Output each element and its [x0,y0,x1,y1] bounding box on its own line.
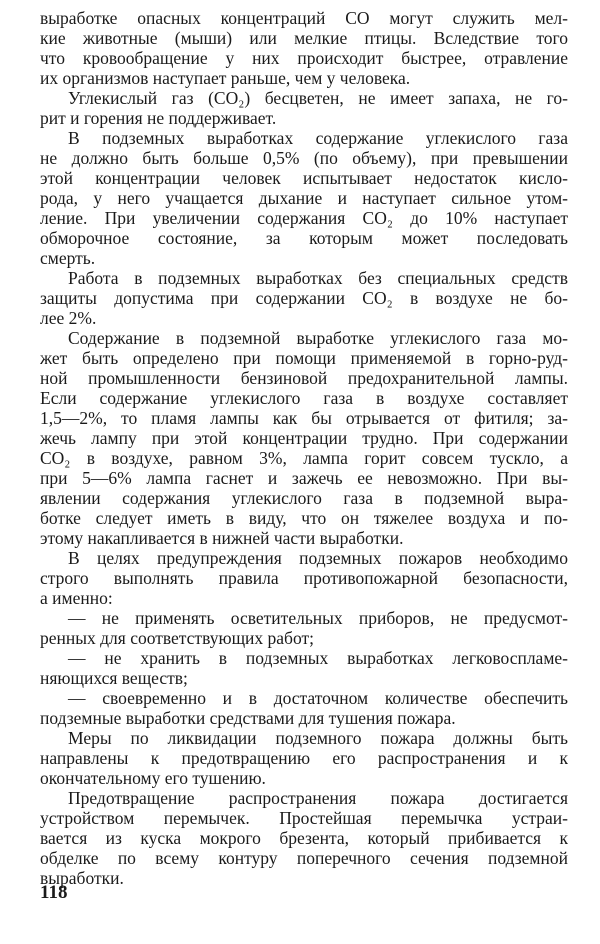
paragraph [40,608,568,648]
paragraph [40,788,568,888]
text-line: что кровообращение у них происходит быстрее, отравление [40,48,568,68]
paragraph [40,88,568,128]
text-line: лее 2%. [40,308,97,328]
text-line: выработки. [40,868,124,888]
text-line: ренных для соответствующих работ; [40,628,314,648]
text-line: подземные выработки средствами для тушения пожара. [40,708,456,728]
text-line: — своевременно и в достаточном количестве обеспечить [68,688,568,708]
text-line: CO₂ в воздухе, равном 3%, лампа горит совсем тускло, а [40,448,568,468]
paragraph [40,688,568,728]
text-line: выработке опасных концентраций СО могут служить мел- [40,8,568,28]
page-number: 118 [40,882,68,903]
paragraph [40,648,568,688]
text-line: строго выполнять правила противопожарной безопасности, [40,568,568,588]
text-line: рода, у него учащается дыхание и наступает сильное утом- [40,188,568,208]
text-line: няющихся веществ; [40,668,188,688]
paragraph [40,8,568,88]
text-line: жет быть определено при помощи применяемой в горно-руд- [40,348,568,368]
paragraph [40,728,568,788]
text-line: при 5—6% лампа гаснет и зажечь ее невозможно. При вы- [40,468,568,488]
text-line: устройством перемычек. Простейшая перемычка устраи- [40,808,568,828]
text-line: Углекислый газ (CO₂) бесцветен, не имеет запаха, не го- [68,88,568,108]
text-line: — не применять осветительных приборов, не предусмот- [68,608,568,628]
paragraph [40,548,568,608]
text-line: — не хранить в подземных выработках легковоспламе- [68,648,568,668]
text-line: кие животные (мыши) или мелкие птицы. Вследствие того [40,28,568,48]
text-line: защиты допустима при содержании CO₂ в воздухе не бо- [40,288,568,308]
text-line: окончательному его тушению. [40,768,266,788]
text-line: а именно: [40,588,113,608]
text-line: 1,5—2%, то пламя лампы как бы отрывается от фитиля; за- [40,408,568,428]
page-text [40,8,568,888]
paragraph [40,268,568,328]
text-line: Меры по ликвидации подземного пожара должны быть [68,728,568,748]
text-line: Работа в подземных выработках без специальных средств [68,268,568,288]
text-line: Предотвращение распространения пожара достигается [68,788,568,808]
text-line: этой концентрации человек испытывает недостаток кисло- [40,168,568,188]
text-line: ботке следует иметь в виду, что он тяжелее воздуха и по- [40,508,568,528]
text-line: вается из куска мокрого брезента, который прибивается к [40,828,568,848]
text-line: не должно быть больше 0,5% (по объему), при превышении [40,148,568,168]
text-line: Если содержание углекислого газа в воздухе составляет [40,388,568,408]
text-line: В подземных выработках содержание углекислого газа [68,128,568,148]
paragraph [40,128,568,268]
text-line: ление. При увеличении содержания CO₂ до 10% наступает [40,208,568,228]
text-line: обморочное состояние, за которым может последовать [40,228,568,248]
text-line: обделке по всему контуру поперечного сечения подземной [40,848,568,868]
text-line: смерть. [40,248,96,268]
text-line: этому накапливается в нижней части выработки. [40,528,404,548]
paragraph [40,328,568,548]
text-line: их организмов наступает раньше, чем у человека. [40,68,411,88]
text-line: направлены к предотвращению его распространения и к [40,748,568,768]
text-line: ной промышленности бензиновой предохранительной лампы. [40,368,568,388]
text-line: Содержание в подземной выработке углекислого газа мо- [68,328,568,348]
text-line: В целях предупреждения подземных пожаров необходимо [68,548,568,568]
text-line: рит и горения не поддерживает. [40,108,277,128]
text-line: жечь лампу при этой концентрации трудно. При содержании [40,428,568,448]
text-line: явлении содержания углекислого газа в подземной выра- [40,488,568,508]
